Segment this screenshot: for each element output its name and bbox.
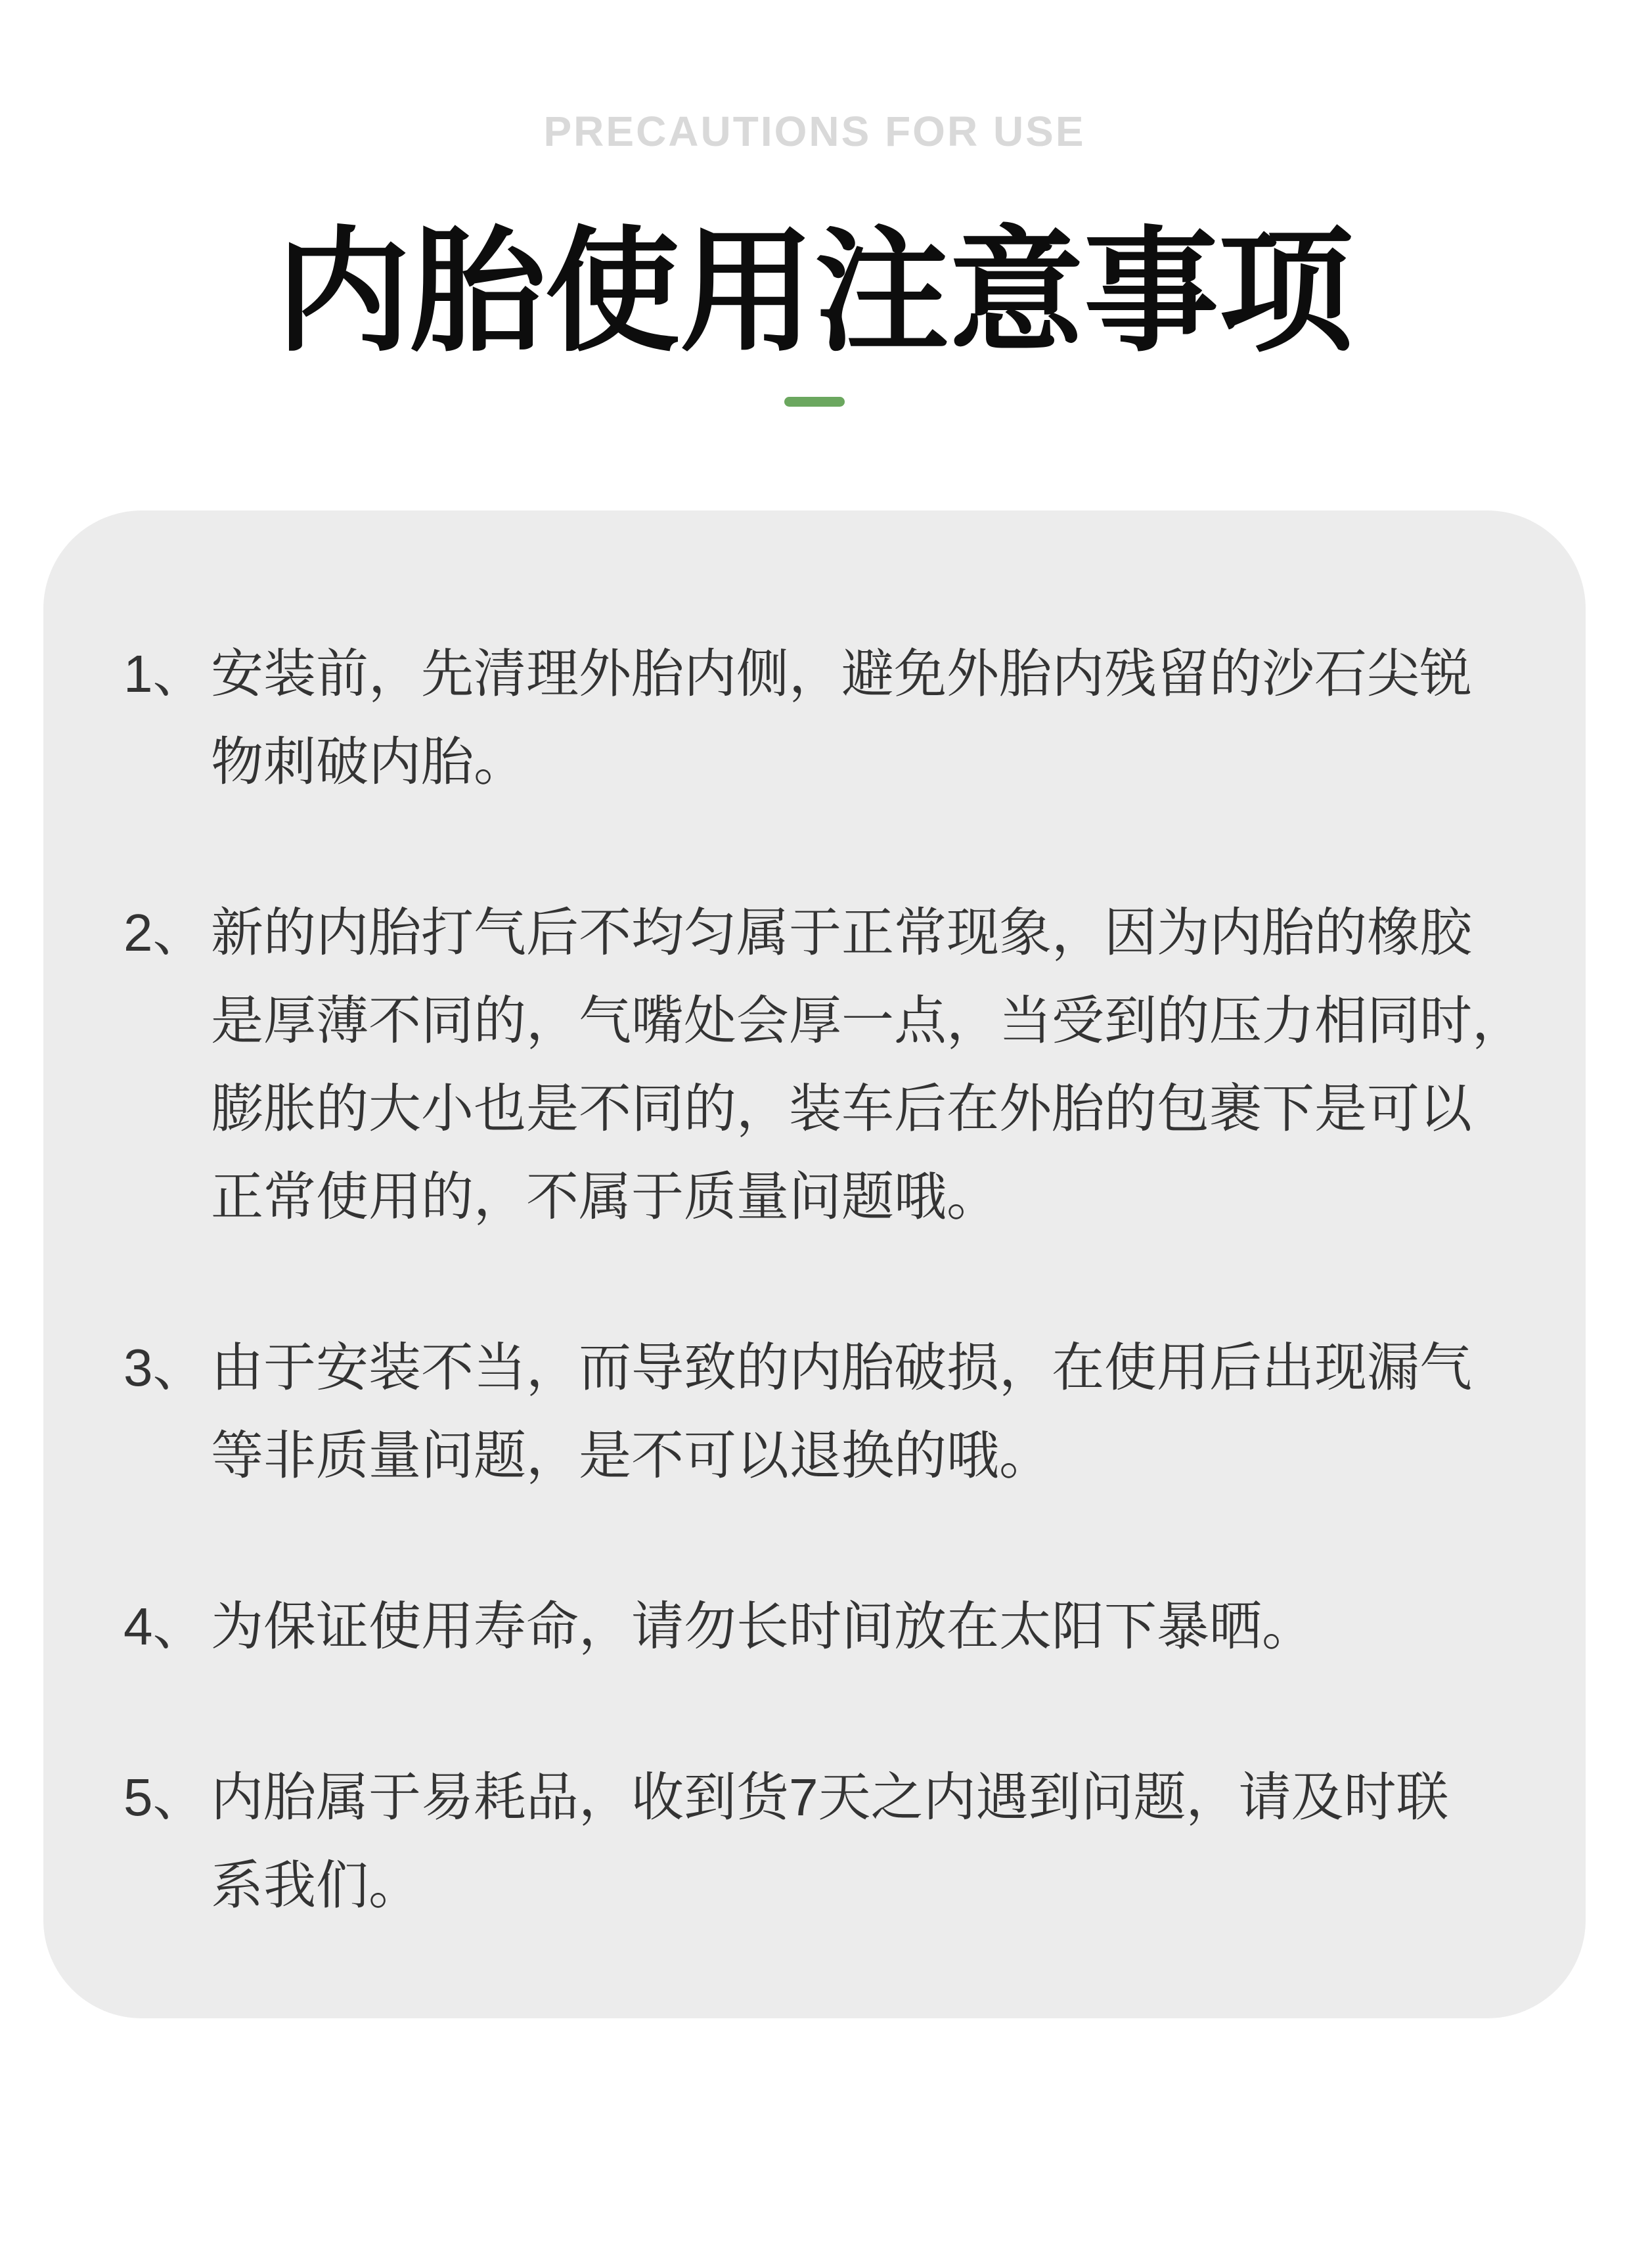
page-title: 内胎使用注意事项 xyxy=(276,217,1353,367)
item-text xyxy=(211,630,1513,806)
item-text-line: 安装前，先清理外胎内侧，避免外胎内残留的沙石尖锐 xyxy=(211,645,1472,703)
precaution-item xyxy=(123,1324,1513,1500)
precaution-item xyxy=(123,1754,1513,1930)
item-text xyxy=(211,1754,1513,1930)
precaution-item xyxy=(123,889,1525,1241)
item-text-line: 等非质量问题，是不可以退换的哦。 xyxy=(211,1426,1052,1485)
item-text-line: 系我们。 xyxy=(211,1856,421,1915)
section-eyebrow: PRECAUTIONS FOR USE xyxy=(543,108,1086,155)
precaution-item xyxy=(123,1583,1513,1671)
item-text-line: 正常使用的，不属于质量问题哦。 xyxy=(211,1168,999,1226)
item-text-line: 是厚薄不同的，气嘴处会厚一点，当受到的压力相同时， xyxy=(211,991,1525,1050)
item-text-line: 物刺破内胎。 xyxy=(211,733,526,791)
item-number: 2、 xyxy=(123,903,206,962)
precautions-panel xyxy=(43,510,1586,2018)
item-text-line: 由于安装不当，而导致的内胎破损，在使用后出现漏气 xyxy=(211,1338,1472,1397)
item-number: 1、 xyxy=(123,645,206,703)
precaution-item xyxy=(123,630,1513,806)
item-number: 3、 xyxy=(123,1338,206,1397)
item-text-line: 膨胀的大小也是不同的，装车后在外胎的包裹下是可以 xyxy=(211,1079,1472,1138)
item-text-line: 新的内胎打气后不均匀属于正常现象，因为内胎的橡胶 xyxy=(211,903,1472,962)
title-accent-dash xyxy=(784,397,845,407)
item-number: 5、 xyxy=(123,1768,206,1826)
item-text xyxy=(211,1324,1513,1500)
item-text-line: 内胎属于易耗品，收到货7天之内遇到问题，请及时联 xyxy=(211,1768,1449,1826)
item-text xyxy=(211,1583,1513,1671)
item-number: 4、 xyxy=(123,1597,206,1656)
item-text xyxy=(211,889,1525,1241)
item-text-line: 为保证使用寿命，请勿长时间放在太阳下暴晒。 xyxy=(211,1597,1314,1656)
